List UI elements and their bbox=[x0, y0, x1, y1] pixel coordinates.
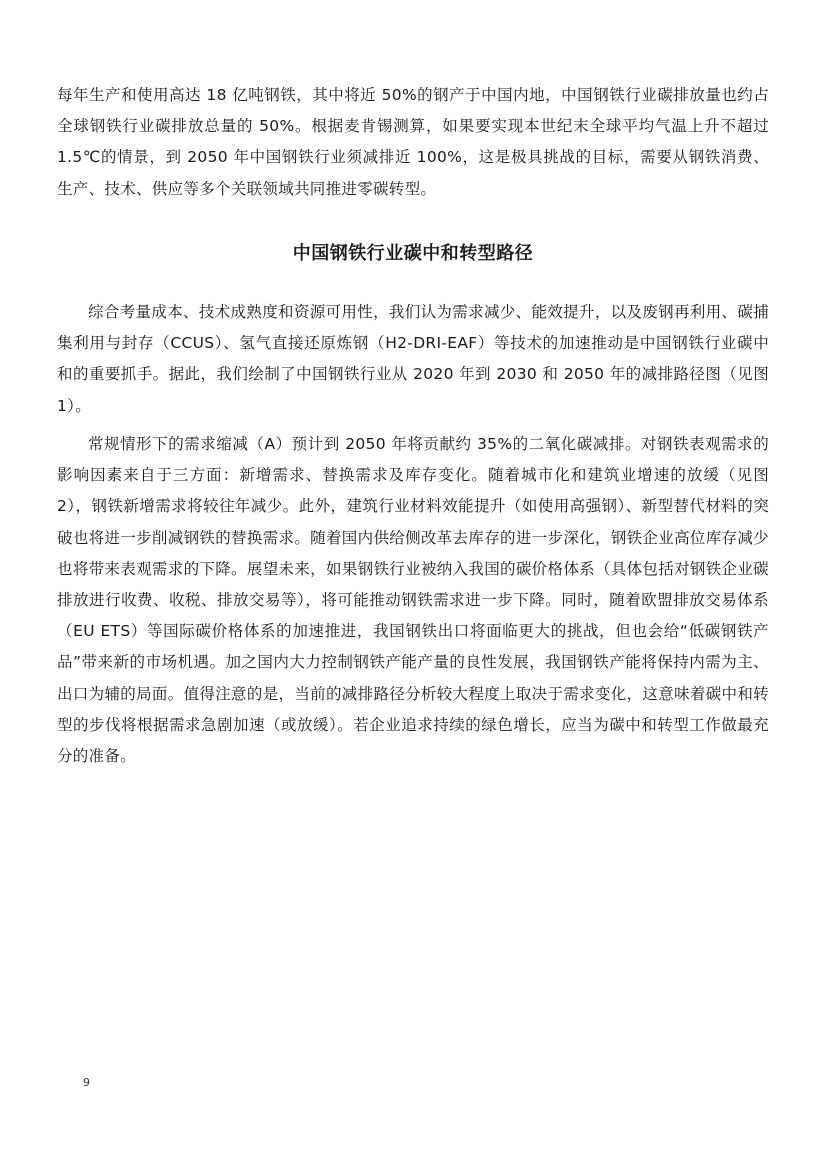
body-paragraph: 常规情形下的需求缩减（A）预计到 2050 年将贡献约 35%的二氧化碳减排。对钢铁表观需求的影响因素来自于三方面：新增需求、替换需求及库存变化。随着城市化和建筑业增速的放缓（见图 2），钢铁新增需求将较往年减少。此外，建筑行业材料效能提升（如使用高强钢）、新型替代材料的突破也将进一步削减钢铁的替换需求。随着国内供给侧改革去库存的进一步深化，钢铁企业高位库存减少也将带来表观需求的下降。展望未来，如果钢铁行业被纳入我国的碳价格体系（具体包括对钢铁企业碳排放进行收费、收税、排放交易等），将可能推动钢铁需求进一步下降。同时，随着欧盟排放交易体系（EU ETS）等国际碳价格体系的加速推进，我国钢铁出口将面临更大的挑战，但也会给“低碳钢铁产品”带来新的市场机遇。加之国内大力控制钢铁产能产量的良性发展，我国钢铁产能将保持内需为主、出口为辅的局面。值得注意的是，当前的减排路径分析较大程度上取决于需求变化，这意味着碳中和转型的步伐将根据需求急剧加速（或放缓）。若企业追求持续的绿色增长，应当为碳中和转型工作做最充分的准备。 bbox=[57, 435, 769, 766]
intro-paragraph: 每年生产和使用高达 18 亿吨钢铁，其中将近 50%的钢产于中国内地，中国钢铁行业碳排放量也约占全球钢铁行业碳排放总量的 50%。根据麦肯锡测算，如果要实现本世纪末全球平均气温上升不超过 1.5℃的情景，到 2050 年中国钢铁行业须减排近 100%，这是极具挑战的目标，需要从钢铁消费、生产、技术、供应等多个关联领域共同推进零碳转型。 bbox=[57, 86, 769, 198]
page-number: 9 bbox=[83, 1076, 90, 1089]
section-heading: 中国钢铁行业碳中和转型路径 bbox=[292, 243, 534, 264]
body-paragraph: 综合考量成本、技术成熟度和资源可用性，我们认为需求减少、能效提升，以及废钢再利用、碳捕集利用与封存（CCUS）、氢气直接还原炼钢（H2-DRI-EAF）等技术的加速推动是中国钢铁行业碳中和的重要抓手。据此，我们绘制了中国钢铁行业从 2020 年到 2030 和 2050 年的减排路径图（见图 1）。 bbox=[57, 303, 769, 415]
